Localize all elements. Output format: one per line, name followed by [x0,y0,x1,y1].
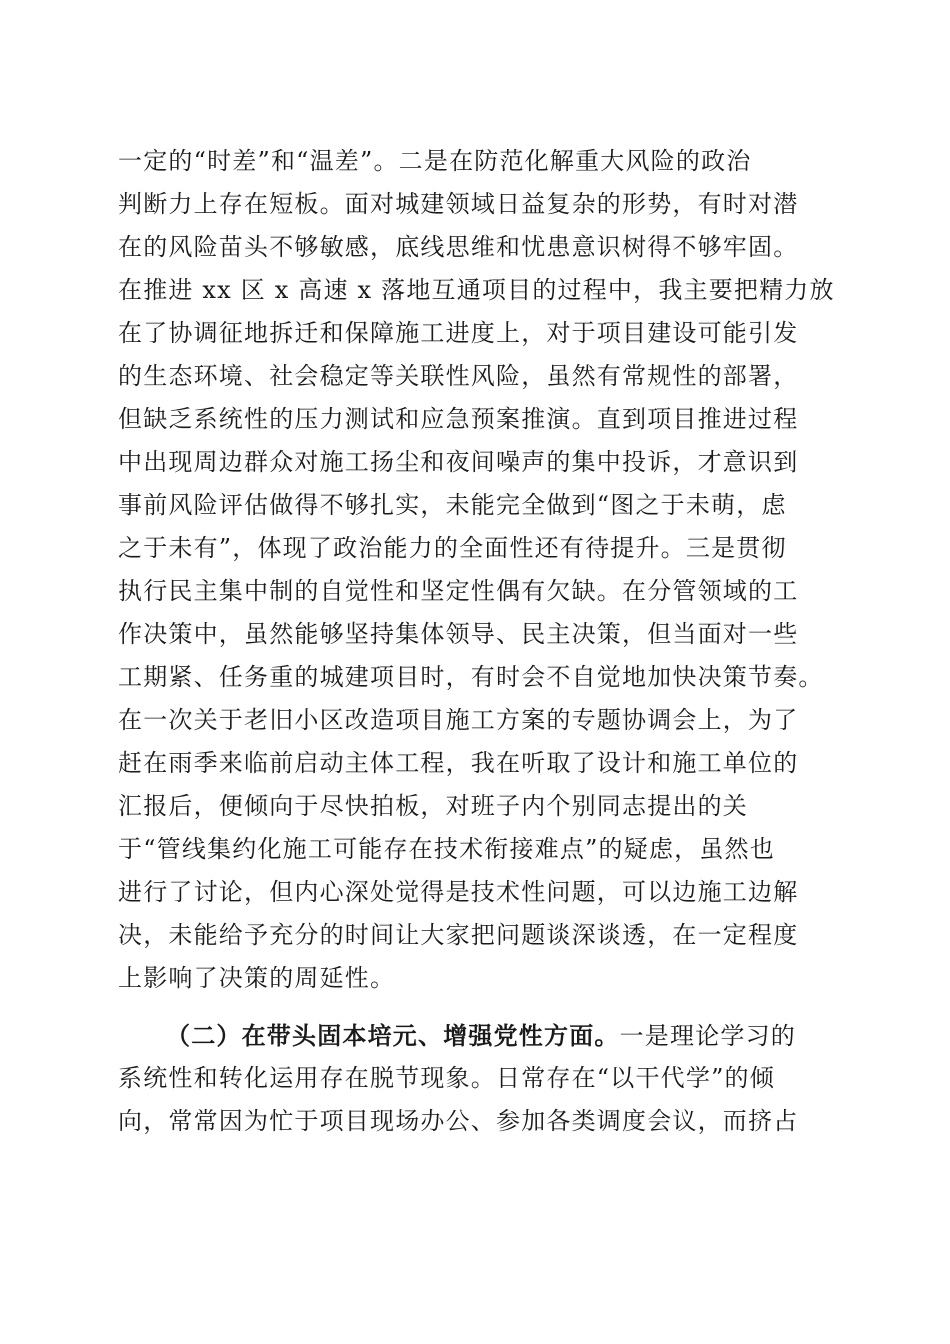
paragraph-line: 作决策中，虽然能够坚持集体领导、民主决策，但当面对一些 [118,620,799,648]
paragraph-line: 汇报后，便倾向于尽快拍板，对班子内个别同志提出的关 [118,792,748,820]
paragraph-line: 赶在雨季来临前启动主体工程，我在听取了设计和施工单位的 [118,749,799,777]
paragraph-line: 系统性和转化运用存在脱节现象。日常存在“以干代学”的倾 [118,1064,775,1092]
paragraph-line: 在了协调征地拆迁和保障施工进度上，对于项目建设可能引发 [118,319,799,347]
paragraph-line: 决，未能给予充分的时间让大家把问题谈深谈透，在一定程度 [118,921,799,949]
paragraph-line: 在的风险苗头不够敏感，底线思维和忧患意识树得不够牢固。 [118,233,799,261]
paragraph-line: 执行民主集中制的自觉性和坚定性偶有欠缺。在分管领域的工 [118,577,799,605]
paragraph-line: 判断力上存在短板。面对城建领域日益复杂的形势，有时对潜 [118,190,799,218]
paragraph-line: 在推进 xx 区 x 高速 x 落地互通项目的过程中，我主要把精力放 [118,276,835,304]
document-body [118,140,838,1143]
paragraph-line: 之于未有”，体现了政治能力的全面性还有待提升。三是贯彻 [118,534,787,562]
paragraph-line: 进行了讨论，但内心深处觉得是技术性问题，可以边施工边解 [118,878,799,906]
paragraph-line: 向，常常因为忙于项目现场办公、参加各类调度会议，而挤占 [118,1107,799,1135]
paragraph-line: 工期紧、任务重的城建项目时，有时会不自觉地加快决策节奏。 [118,663,824,691]
paragraph-line: 在一次关于老旧小区改造项目施工方案的专题协调会上，为了 [118,706,799,734]
paragraph-line: 于“管线集约化施工可能存在技术衔接难点”的疑虑，虽然也 [118,835,775,863]
paragraph-line: 中出现周边群众对施工扬尘和夜间噪声的集中投诉，才意识到 [118,448,799,476]
paragraph-line: 但缺乏系统性的压力测试和应急预案推演。直到项目推进过程 [118,405,799,433]
section-heading-line [118,1014,838,1057]
paragraph-line: 上影响了决策的周延性。 [118,964,396,992]
paragraph-line: 事前风险评估做得不够扎实，未能完全做到“图之于未萌，虑 [118,491,787,519]
paragraph-line: 的生态环境、社会稳定等关联性风险，虽然有常规性的部署， [118,362,799,390]
section-heading: （二）在带头固本培元、增强党性方面。 [166,1021,620,1050]
paragraph-line: 一定的“时差”和“温差”。二是在防范化解重大风险的政治 [118,147,752,175]
paragraph-line-rest: 一是理论学习的 [619,1022,797,1050]
